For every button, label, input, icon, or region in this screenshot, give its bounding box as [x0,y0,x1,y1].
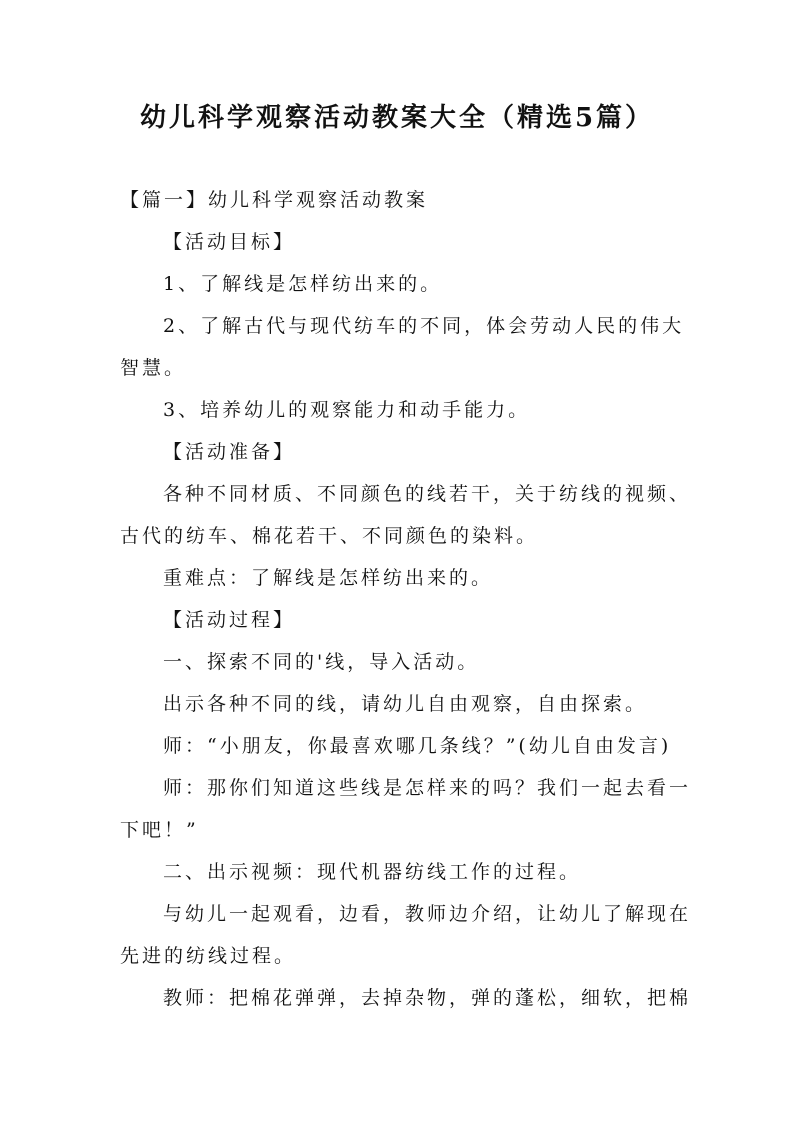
document-title: 幼儿科学观察活动教案大全（精选5篇） [139,103,655,133]
paragraph-line: 教师：把棉花弹弹，去掉杂物，弹的蓬松，细软，把棉 [163,987,692,1009]
paragraph-line: 3、培养幼儿的观察能力和动手能力。 [163,399,531,421]
paragraph-line: 1、了解线是怎样纺出来的。 [163,273,443,295]
section-heading: 【篇一】幼儿科学观察活动教案 [120,189,429,211]
paragraph-line: 古代的纺车、棉花若干、不同颜色的染料。 [120,525,539,547]
paragraph-line: 智慧。 [120,357,187,379]
subheading-goals: 【活动目标】 [163,231,296,253]
paragraph-line: 下吧！” [120,819,199,841]
paragraph-line: 出示各种不同的线，请幼儿自由观察，自由探索。 [163,693,648,715]
paragraph-line: 各种不同材质、不同颜色的线若干，关于纺线的视频、 [163,483,692,505]
subheading-process: 【活动过程】 [163,609,296,631]
paragraph-line: 2、了解古代与现代纺车的不同，体会劳动人民的伟大 [163,315,685,337]
paragraph-line: 二、出示视频：现代机器纺线工作的过程。 [163,861,582,883]
paragraph-line: 一、探索不同的'线，导入活动。 [163,651,480,673]
paragraph-line: 重难点：了解线是怎样纺出来的。 [163,567,494,589]
subheading-preparation: 【活动准备】 [163,441,296,463]
paragraph-line: 师：那你们知道这些线是怎样来的吗？我们一起去看一 [163,777,692,799]
paragraph-line: 先进的纺线过程。 [120,945,297,967]
paragraph-line: 与幼儿一起观看，边看，教师边介绍，让幼儿了解现在 [163,903,692,925]
paragraph-line: 师：“小朋友，你最喜欢哪几条线？”(幼儿自由发言) [163,735,672,757]
